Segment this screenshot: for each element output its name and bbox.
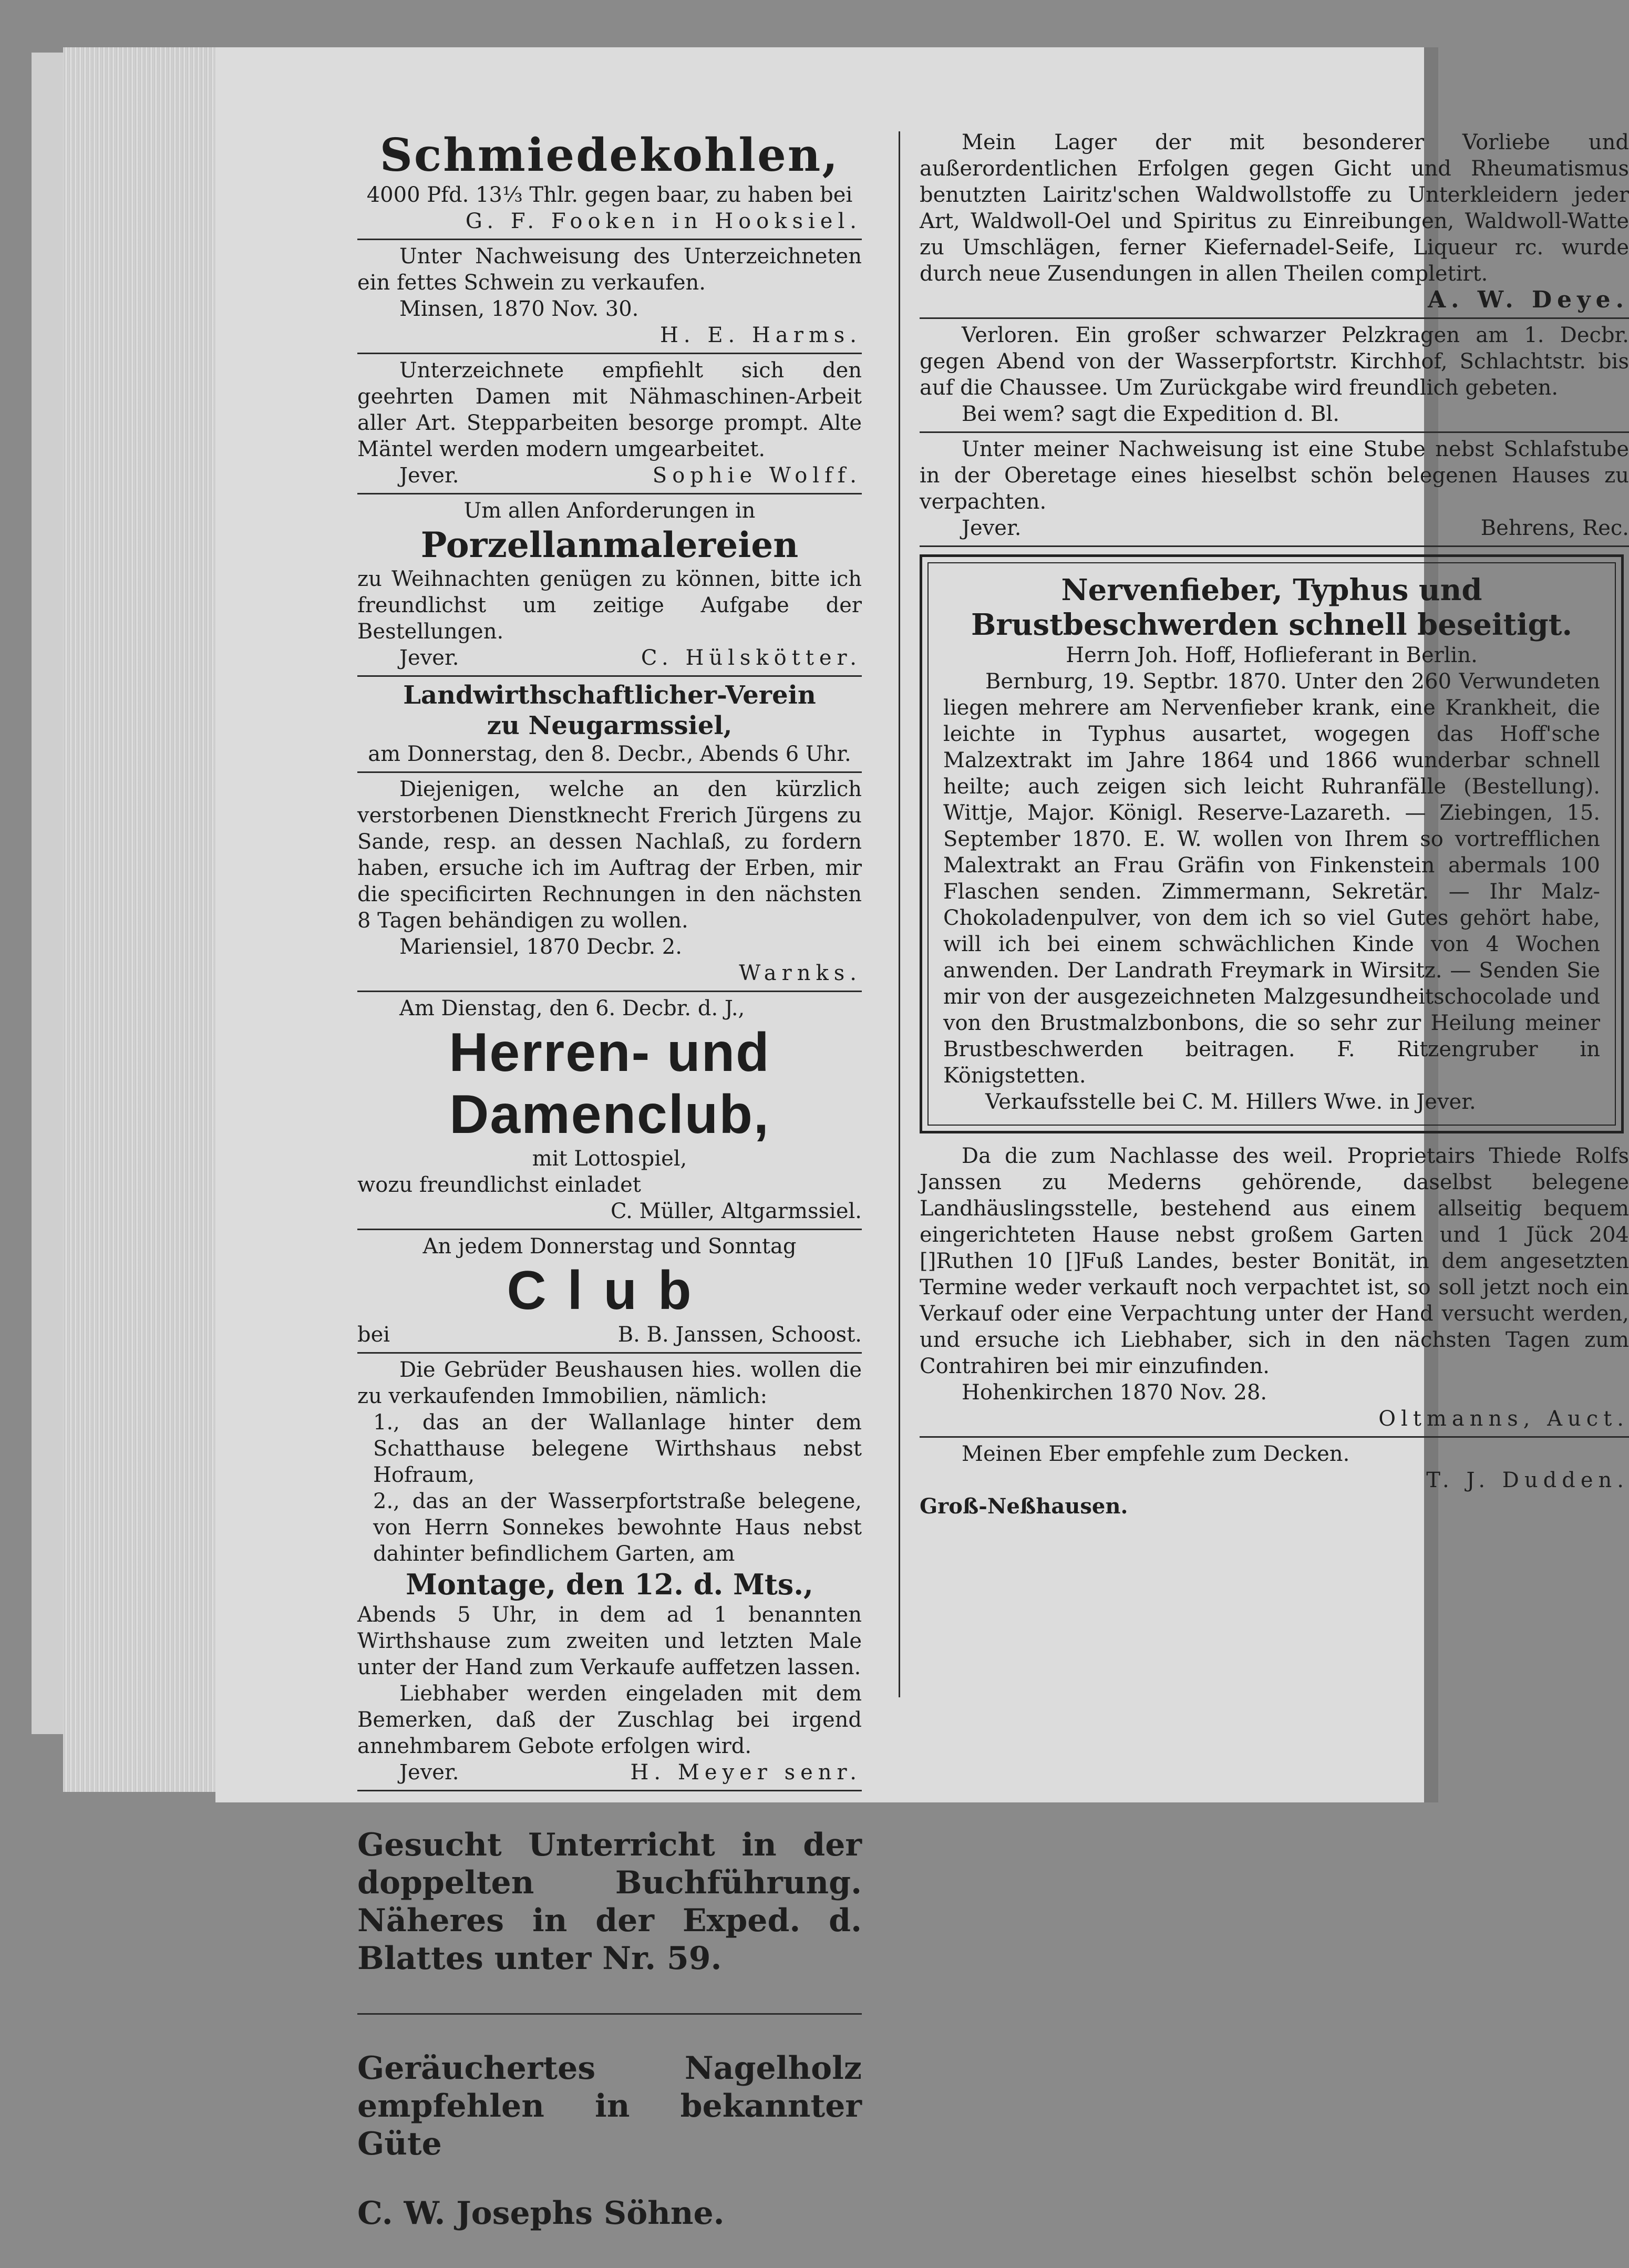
ad-place: Jever. bbox=[962, 516, 1022, 540]
ad-schmiedekohlen bbox=[357, 126, 862, 240]
ad-text: Geräuchertes Nagelholz empfehlen in bekannter Güte bbox=[357, 2050, 862, 2162]
ad-date: Minsen, 1870 Nov. 30. bbox=[399, 297, 639, 321]
ad-text: Da die zum Nachlasse des weil. Proprietairs Thiede Rolfs Janssen zu Mederns gehörende, daselbst belegene Landhäuslingsstelle, bestehend aus einem allseitig bequem eingerichteten Hause nebst großem Garten und 1 Jück 204 []Ruthen 10 []Fuß Landes, bester Bonität, in dem angesetzten Termine weder verkauft noch verpachtet ist, so soll jetzt noch ein Verkauf oder eine Verpachtung unter der Hand versucht werden, und ersuche ich Liebhaber, sich in den nächsten Tagen zum Contrahiren bei mir einzufinden. bbox=[920, 1144, 1629, 1378]
ad-signature: C. Hülskötter. bbox=[641, 646, 862, 670]
ad-item-2: 2., das an der Wasserpfortstraße belegene, von Herrn Sonnekes bewohnte Haus nebst dahinter befindlichem Garten, am bbox=[373, 1489, 862, 1566]
ad-text: zu Weihnachten genügen zu können, bitte ich freundlichst um zeitige Aufgabe der Bestellungen. bbox=[357, 567, 862, 644]
ad-signature: Warnks. bbox=[739, 961, 862, 985]
ad-sale-point: Verkaufsstelle bei C. M. Hillers Wwe. in Jever. bbox=[985, 1090, 1476, 1114]
ad-hoff-inner bbox=[927, 562, 1616, 1126]
ad-place: Jever. bbox=[399, 463, 459, 488]
ad-addressee: Herrn Joh. Hoff, Hoflieferant in Berlin. bbox=[1066, 643, 1478, 667]
ad-signature: Oltmanns, Auct. bbox=[1378, 1407, 1629, 1431]
ad-intro: Am Dienstag, den 6. Decbr. d. J., bbox=[399, 996, 745, 1020]
left-column bbox=[357, 126, 862, 2268]
ad-text: Bernburg, 19. Septbr. 1870. Unter den 260 Verwundeten liegen mehrere am Nervenfieber krank, eine Krankheit, die leichte in Typhus ausartet, wogegen das Hoff'sche Malzextrakt im Jahre 1864 und 1866 wunderbar schnell heilte; auch zeigen sich leicht Ruhranfälle (Bestellung). Wittje, Major. Königl. Reserve-Lazareth. — Ziebingen, 15. September 1870. E. W. wollen von Ihrem so vortrefflichen Malextrakt an Frau Gräfin von Finkenstein abermals 100 Flaschen senden. Zimmermann, Sekretär. — Ihr Malz-Chokoladenpulver, von dem ich so viel Gutes gehört habe, will ich bei einem schwächlichen Kinde von 4 Wochen anwenden. Der Landrath Freymark in Wirsitz. — Senden Sie mir von der ausgezeichneten Malzgesundheitschocolade und von den Brustmalzbonbons, die so sehr zur Heilung meiner Brustbeschwerden beitragen. F. Ritzengruber in Königstetten. bbox=[943, 669, 1600, 1088]
ad-janssen bbox=[920, 1140, 1629, 1438]
ad-text: Mein Lager der mit besonderer Vorliebe und außerordentlichen Erfolgen gegen Gicht und Rheumatismus benutzten Lairitz'schen Waldwollstoffe zu Unterkleidern jeder Art, Waldwoll-Oel und Spiritus zu Einreibungen, Waldwoll-Watte zu Umschlägen, ferner Kiefernadel-Seife, Liqueur rc. wurde durch neue Zusendungen in allen Theilen completirt. bbox=[920, 130, 1629, 286]
ad-signature: Behrens, Rec. bbox=[1480, 516, 1629, 540]
ad-beushausen bbox=[357, 1354, 862, 1791]
ad-text: Unterzeichnete empfiehlt sich den geehrten Damen mit Nähmaschinen-Arbeit aller Art. Stepparbeiten besorge prompt. Alte Mäntel werden modern umgearbeitet. bbox=[357, 358, 862, 461]
ad-place: Jever. bbox=[399, 1760, 459, 1785]
ad-place: Jever. bbox=[399, 646, 459, 670]
ad-text: Die Gebrüder Beushausen hies. wollen die zu verkaufenden Immobilien, nämlich: bbox=[357, 1358, 862, 1408]
newspaper-page bbox=[215, 47, 1629, 2232]
ad-intro: Um allen Anforderungen in bbox=[463, 499, 756, 523]
ad-hoff-box bbox=[920, 554, 1624, 1133]
ad-footer bbox=[357, 1322, 862, 1348]
ad-verloren bbox=[920, 319, 1629, 433]
ad-signature: T. J. Dudden. bbox=[1426, 1468, 1629, 1492]
ad-text: Gesucht Unterricht in der doppelten Buchführung. Näheres in der Exped. d. Blattes unter Nr. 59. bbox=[357, 1827, 862, 1977]
ad-text: Unter Nachweisung des Unterzeichneten ein fettes Schwein zu verkaufen. bbox=[357, 244, 862, 295]
ad-subtitle: zu Neugarmssiel, bbox=[487, 711, 733, 740]
ad-signature: H. E. Harms. bbox=[660, 323, 862, 347]
ad-text-2: wozu freundlichst einladet bbox=[357, 1173, 641, 1197]
ad-text: am Donnerstag, den 8. Decbr., Abends 6 Uhr. bbox=[368, 742, 851, 766]
ad-gesucht bbox=[357, 1791, 862, 2015]
ad-title: Schmiedekohlen, bbox=[379, 129, 840, 182]
ad-signature: B. B. Janssen, Schoost. bbox=[617, 1323, 862, 1347]
ad-deye bbox=[920, 126, 1629, 319]
ad-eber bbox=[920, 1438, 1629, 1524]
ad-text-3: Liebhaber werden eingeladen mit dem Bemerken, daß der Zuschlag bei irgend annehmbarem Gebote erfolgen wird. bbox=[357, 1682, 862, 1758]
ad-jurgens bbox=[357, 773, 862, 992]
ad-date: Mariensiel, 1870 Decbr. 2. bbox=[399, 935, 682, 959]
ad-stube bbox=[920, 433, 1629, 547]
ad-text: Meinen Eber empfehle zum Decken. bbox=[962, 1442, 1350, 1466]
ad-footer bbox=[920, 515, 1629, 541]
ad-place: Groß-Neßhausen. bbox=[920, 1494, 1128, 1519]
ad-text: Unter meiner Nachweisung ist eine Stube nebst Schlafstube in der Oberetage eines hieselbst schön belegenen Hauses zu verpachten. bbox=[920, 437, 1629, 514]
ad-question: Bei wem? sagt die Expedition d. Bl. bbox=[962, 402, 1339, 426]
ad-signature: A. W. Deye. bbox=[1427, 286, 1629, 313]
ad-text: mit Lottospiel, bbox=[532, 1147, 687, 1171]
ad-date-heading: Montage, den 12. d. Mts., bbox=[406, 1568, 813, 1601]
book-page-edges bbox=[63, 47, 236, 1792]
ad-wolff bbox=[357, 354, 862, 494]
column-divider bbox=[899, 131, 900, 1697]
ad-bei: bei bbox=[357, 1323, 390, 1347]
ad-herrenclub bbox=[357, 992, 862, 1230]
ad-club bbox=[357, 1230, 862, 1354]
ad-footer bbox=[357, 1759, 862, 1786]
ad-signature: C. Müller, Altgarmssiel. bbox=[610, 1199, 862, 1223]
ad-intro: An jedem Donnerstag und Sonntag bbox=[422, 1234, 797, 1259]
ad-signature: Sophie Wolff. bbox=[652, 463, 862, 488]
ad-schwein bbox=[357, 240, 862, 354]
ad-title: Herren- und Damenclub, bbox=[449, 1022, 770, 1145]
ad-text-2: Abends 5 Uhr, in dem ad 1 benannten Wirthshause zum zweiten und letzten Male unter der Hand zum Verkaufe auffetzen lassen. bbox=[357, 1603, 862, 1679]
ad-signature: G. F. Fooken in Hooksiel. bbox=[465, 209, 862, 233]
right-column bbox=[920, 126, 1629, 1524]
ad-signature: C. W. Josephs Söhne. bbox=[357, 2195, 725, 2232]
ad-footer bbox=[357, 645, 862, 671]
ad-footer bbox=[357, 462, 862, 489]
ad-text: Verloren. Ein großer schwarzer Pelzkragen am 1. Decbr. gegen Abend von der Wasserpfortstr. Kirchhof, Schlachtstr. bis auf die Chaussee. Um Zurückgabe wird freundlich gebeten. bbox=[920, 323, 1629, 400]
ad-title: Landwirthschaftlicher-Verein bbox=[403, 681, 816, 710]
ad-title: Nervenfieber, Typhus und Brustbeschwerden schnell beseitigt. bbox=[971, 573, 1572, 642]
ad-text: 4000 Pfd. 13⅓ Thlr. gegen baar, zu haben bei bbox=[366, 183, 853, 207]
ad-nagelholz bbox=[357, 2015, 862, 2268]
ad-signature: H. Meyer senr. bbox=[630, 1760, 862, 1785]
ad-date: Hohenkirchen 1870 Nov. 28. bbox=[962, 1380, 1267, 1405]
ad-porzellan bbox=[357, 494, 862, 677]
ad-title: Porzellanmalereien bbox=[420, 524, 799, 565]
ad-title: Club bbox=[507, 1260, 713, 1321]
ad-verein bbox=[357, 677, 862, 773]
ad-text: Diejenigen, welche an den kürzlich verstorbenen Dienstknecht Frerich Jürgens zu Sande, resp. an dessen Nachlaß, zu fordern haben, ersuche ich im Auftrag der Erben, mir die specificirten Rechnungen in den nächsten 8 Tagen behändigen zu wollen. bbox=[357, 777, 862, 933]
ad-item-1: 1., das an der Wallanlage hinter dem Schatthause belegene Wirthshaus nebst Hofraum, bbox=[373, 1410, 862, 1487]
